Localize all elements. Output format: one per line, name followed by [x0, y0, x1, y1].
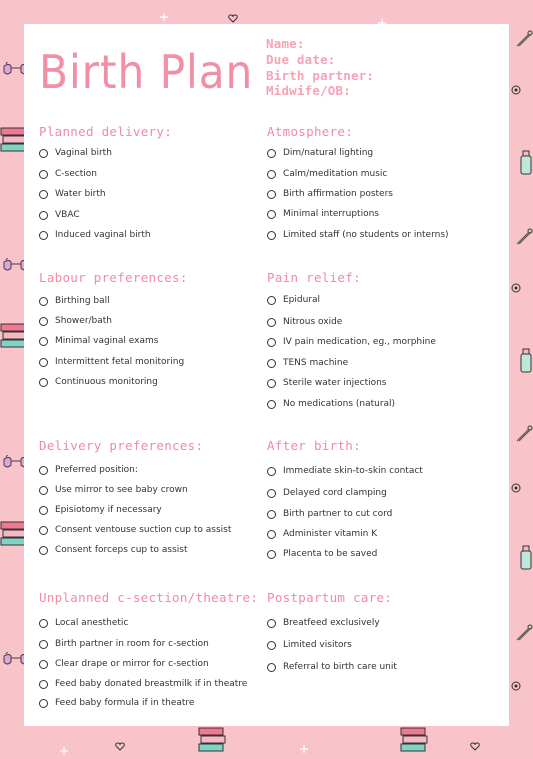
radio-circle-icon[interactable]	[267, 379, 276, 388]
checklist-label: TENS machine	[283, 358, 349, 368]
section-title: Unplanned c-section/theatre:	[39, 590, 259, 605]
flower-icon	[511, 80, 521, 99]
checklist-item[interactable]	[267, 662, 397, 672]
radio-circle-icon[interactable]	[267, 231, 276, 240]
checklist-label: Feed baby formula if in theatre	[55, 698, 195, 708]
radio-circle-icon[interactable]	[267, 338, 276, 347]
midwife-field-label: Midwife/OB:	[266, 83, 351, 99]
checklist-item[interactable]	[267, 640, 352, 650]
radio-circle-icon[interactable]	[267, 641, 276, 650]
checklist-label: Minimal interruptions	[283, 209, 379, 219]
checklist-label: Breatfeed exclusively	[283, 618, 380, 628]
checklist-item[interactable]	[267, 230, 449, 240]
checklist-item[interactable]	[39, 485, 188, 495]
radio-circle-icon[interactable]	[267, 467, 276, 476]
checklist-item[interactable]	[267, 337, 436, 347]
checklist-item[interactable]	[267, 488, 387, 498]
checklist-item[interactable]	[267, 169, 387, 179]
checklist-label: Continuous monitoring	[55, 377, 158, 387]
checklist-label: Referral to birth care unit	[283, 662, 397, 672]
checklist-item[interactable]	[39, 230, 151, 240]
checklist-item[interactable]	[39, 189, 106, 199]
section-atmosphere	[267, 124, 449, 240]
checklist-item[interactable]	[267, 509, 392, 519]
radio-circle-icon[interactable]	[39, 149, 48, 158]
checklist-label: Preferred position:	[55, 465, 138, 475]
radio-circle-icon[interactable]	[39, 660, 48, 669]
page-title: Birth Plan	[39, 45, 254, 99]
radio-circle-icon[interactable]	[267, 400, 276, 409]
radio-circle-icon[interactable]	[39, 680, 48, 689]
book-stack-icon	[198, 726, 226, 758]
bottle-icon	[519, 150, 533, 180]
checklist-label: Water birth	[55, 189, 106, 199]
checklist-item[interactable]	[267, 189, 393, 199]
due-date-field-label: Due date:	[266, 51, 336, 67]
checklist-item[interactable]	[39, 639, 209, 649]
checklist-item[interactable]	[267, 529, 377, 539]
radio-circle-icon[interactable]	[39, 486, 48, 495]
section-title: Labour preferences:	[39, 270, 188, 285]
safety-pin-icon	[515, 228, 533, 250]
checklist-label: Minimal vaginal exams	[55, 336, 159, 346]
checklist-item[interactable]	[39, 465, 138, 475]
checklist-label: Birth partner to cut cord	[283, 509, 393, 519]
radio-circle-icon[interactable]	[267, 170, 276, 179]
radio-circle-icon[interactable]	[267, 318, 276, 327]
radio-circle-icon[interactable]	[39, 170, 48, 179]
bottle-icon	[519, 348, 533, 378]
checklist-item[interactable]	[39, 316, 112, 326]
book-stack-icon	[400, 726, 428, 758]
checklist-item[interactable]	[39, 698, 194, 708]
radio-circle-icon[interactable]	[39, 358, 48, 367]
checklist-label: Intermittent fetal monitoring	[55, 357, 185, 367]
checklist-item[interactable]	[267, 148, 373, 158]
section-unplanned-c-section	[39, 590, 259, 708]
checklist-label: Consent ventouse suction cup to assist	[55, 525, 232, 535]
radio-circle-icon[interactable]	[39, 337, 48, 346]
radio-circle-icon[interactable]	[267, 530, 276, 539]
checklist-label: IV pain medication, eg., morphine	[283, 337, 436, 347]
checklist-item[interactable]	[39, 618, 128, 628]
bottle-icon	[519, 545, 533, 575]
flower-icon	[511, 278, 521, 297]
checklist-label: Feed baby donated breastmilk if in theatre	[55, 679, 248, 689]
checklist-item[interactable]	[39, 545, 187, 555]
checklist-label: Use mirror to see baby crown	[55, 485, 188, 495]
section-delivery-preferences	[39, 438, 232, 555]
section-after-birth	[267, 438, 423, 559]
checklist-item[interactable]	[39, 169, 97, 179]
checklist-item[interactable]	[39, 377, 158, 387]
checklist-label: Vaginal birth	[55, 148, 112, 158]
radio-circle-icon[interactable]	[267, 550, 276, 559]
radio-circle-icon[interactable]	[39, 699, 48, 708]
checklist-label: VBAC	[55, 210, 80, 220]
checklist-item[interactable]	[267, 549, 377, 559]
checklist-label: Delayed cord clamping	[283, 488, 387, 498]
checklist-label: Epidural	[283, 295, 321, 305]
radio-circle-icon[interactable]	[39, 526, 48, 535]
radio-circle-icon[interactable]	[267, 149, 276, 158]
flower-icon	[511, 478, 521, 497]
checklist-item[interactable]	[267, 209, 379, 219]
radio-circle-icon[interactable]	[267, 619, 276, 628]
checklist-label: Birth affirmation posters	[283, 189, 393, 199]
checklist-label: Dim/natural lighting	[283, 148, 374, 158]
checklist-item[interactable]	[39, 659, 209, 669]
checklist-item[interactable]	[267, 317, 342, 327]
checklist-label: Episiotomy if necessary	[55, 505, 162, 515]
birth-partner-field-label: Birth partner:	[266, 67, 375, 83]
checklist-item[interactable]	[39, 525, 231, 535]
radio-circle-icon[interactable]	[39, 546, 48, 555]
section-title: Delivery preferences:	[39, 438, 204, 453]
flower-icon	[511, 676, 521, 695]
radio-circle-icon[interactable]	[39, 619, 48, 628]
checklist-label: Shower/bath	[55, 316, 113, 326]
sparkle-icon	[300, 738, 308, 757]
radio-circle-icon[interactable]	[267, 359, 276, 368]
section-title: Planned delivery:	[39, 124, 173, 139]
checklist-item[interactable]	[267, 618, 380, 628]
checklist-label: Immediate skin-to-skin contact	[283, 466, 423, 476]
radio-circle-icon[interactable]	[267, 510, 276, 519]
radio-circle-icon[interactable]	[267, 489, 276, 498]
checklist-item[interactable]	[267, 378, 387, 388]
checklist-label: Local anesthetic	[55, 618, 129, 628]
checklist-item[interactable]	[39, 336, 158, 346]
sparkle-icon	[160, 6, 168, 25]
checklist-item[interactable]	[267, 295, 320, 305]
birth-plan-sheet	[24, 24, 509, 726]
section-title: Pain relief:	[267, 270, 361, 285]
safety-pin-icon	[515, 30, 533, 52]
checklist-item[interactable]	[39, 357, 184, 367]
section-labour-preferences	[39, 270, 188, 387]
name-field-label: Name:	[266, 36, 305, 51]
radio-circle-icon[interactable]	[267, 190, 276, 199]
checklist-label: Birth partner in room for c-section	[55, 639, 209, 649]
checklist-label: Placenta to be saved	[283, 549, 378, 559]
radio-circle-icon[interactable]	[39, 466, 48, 475]
radio-circle-icon[interactable]	[267, 663, 276, 672]
radio-circle-icon[interactable]	[267, 210, 276, 219]
section-postpartum-care	[267, 590, 397, 672]
checklist-item[interactable]	[39, 679, 247, 689]
radio-circle-icon[interactable]	[39, 211, 48, 220]
radio-circle-icon[interactable]	[39, 378, 48, 387]
checklist-label: Limited visitors	[283, 640, 352, 650]
details-fields	[266, 36, 374, 99]
checklist-label: Limited staff (no students or interns)	[283, 230, 449, 240]
radio-circle-icon[interactable]	[39, 640, 48, 649]
radio-circle-icon[interactable]	[39, 297, 48, 306]
checklist-item[interactable]	[39, 210, 80, 220]
radio-circle-icon[interactable]	[267, 296, 276, 305]
radio-circle-icon[interactable]	[39, 231, 48, 240]
checklist-label: Sterile water injections	[283, 378, 387, 388]
section-title: Postpartum care:	[267, 590, 393, 605]
checklist-item[interactable]	[267, 358, 348, 368]
checklist-item[interactable]	[39, 148, 112, 158]
safety-pin-icon	[515, 425, 533, 447]
checklist-label: No medications (natural)	[283, 399, 396, 409]
checklist-item[interactable]	[39, 505, 162, 515]
checklist-label: Clear drape or mirror for c-section	[55, 659, 209, 669]
section-title: After birth:	[267, 438, 361, 453]
checklist-label: Administer vitamin K	[283, 529, 378, 539]
radio-circle-icon[interactable]	[39, 190, 48, 199]
safety-pin-icon	[515, 624, 533, 646]
section-title: Atmosphere:	[267, 124, 354, 139]
checklist-label: C-section	[55, 169, 97, 179]
radio-circle-icon[interactable]	[39, 317, 48, 326]
checklist-label: Consent forceps cup to assist	[55, 545, 188, 555]
checklist-label: Induced vaginal birth	[55, 230, 151, 240]
checklist-label: Nitrous oxide	[283, 317, 343, 327]
checklist-label: Birthing ball	[55, 296, 110, 306]
checklist-item[interactable]	[267, 399, 395, 409]
section-planned-delivery	[39, 124, 173, 240]
radio-circle-icon[interactable]	[39, 506, 48, 515]
heart-icon	[470, 736, 480, 755]
checklist-label: Calm/meditation music	[283, 169, 388, 179]
section-pain-relief	[267, 270, 436, 409]
checklist-item[interactable]	[267, 466, 423, 476]
heart-icon	[115, 736, 125, 755]
checklist-item[interactable]	[39, 296, 110, 306]
